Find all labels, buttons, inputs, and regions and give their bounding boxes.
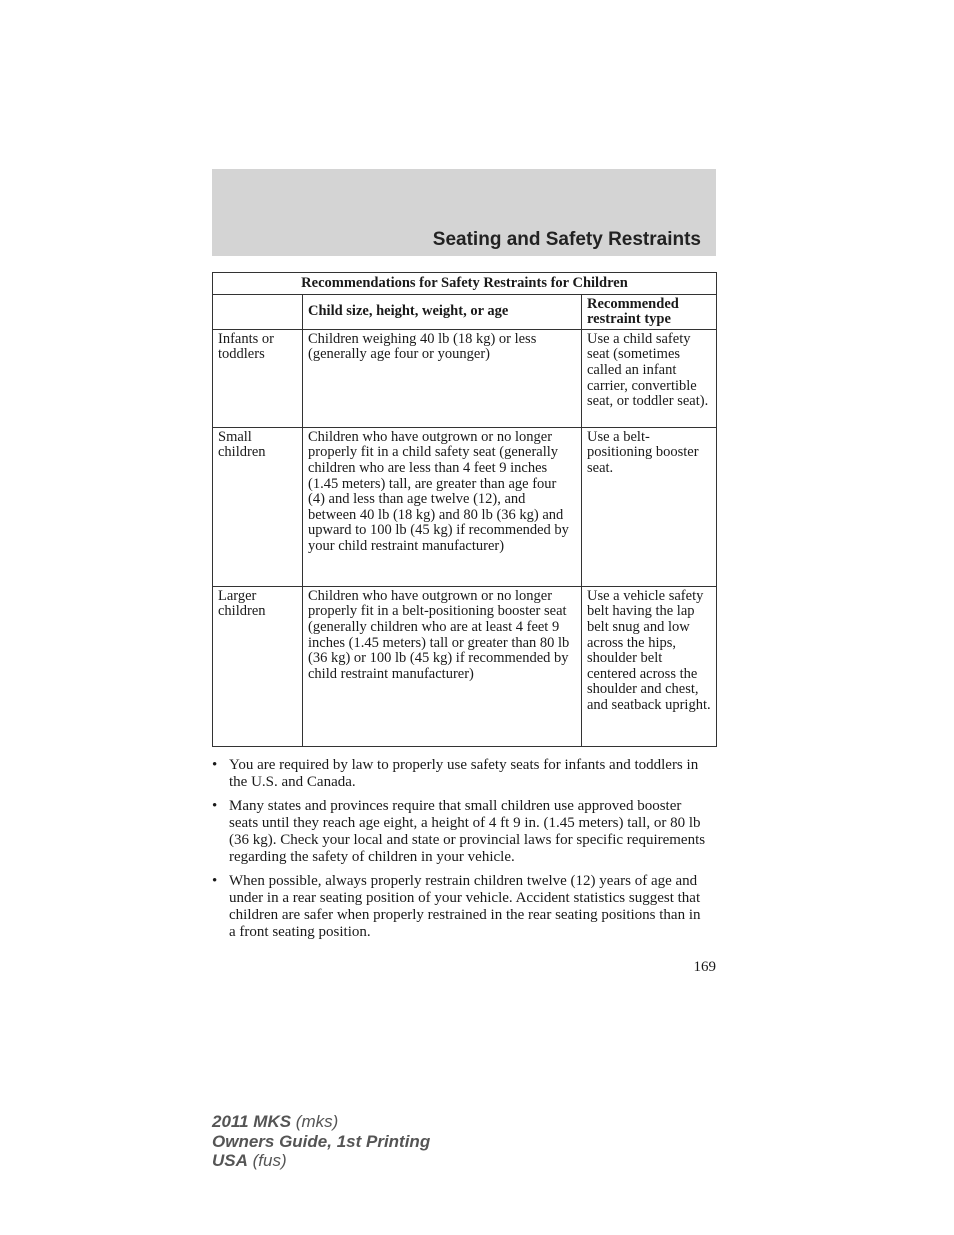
row-category: Larger children (213, 586, 303, 746)
footer-line-guide: Owners Guide, 1st Printing (212, 1131, 431, 1151)
document-footer (212, 1112, 430, 1171)
footer-line-model (212, 1112, 430, 1132)
column-header-category (213, 294, 303, 329)
row-size: Children who have outgrown or no longer properly fit in a child safety seat (generally children who are less than 4 feet 9 inches (1.45 meters) tall, are greater than age four (4) and less than age twelve (12), and between 40 lb (18 kg) and 80 lb (36 kg) and upward to 100 lb (45 kg) if recommended by your child restraint manufacturer) (303, 427, 582, 586)
table-row (213, 427, 717, 586)
row-restraint: Use a vehicle safety belt having the lap belt snug and low across the hips, shoulder belt centered across the shoulder and chest, and seatback upright. (582, 586, 717, 746)
list-item-text: When possible, always properly restrain children twelve (12) years of age and under in a rear seating position of your vehicle. Accident statistics suggest that children are safer when properly restrained in the rear seating positions than in a front seating position. (229, 873, 701, 940)
column-header-restraint: Recommended restraint type (582, 294, 717, 329)
table-header-row (213, 294, 717, 329)
column-header-size: Child size, height, weight, or age (303, 294, 582, 329)
bullet-icon: • (212, 873, 218, 889)
bullet-icon: • (212, 798, 218, 814)
row-restraint: Use a child safety seat (sometimes called an infant carrier, convertible seat, or toddler seat). (582, 329, 717, 427)
footer-line-market (212, 1151, 430, 1171)
table-caption-row (213, 273, 717, 295)
row-size: Children who have outgrown or no longer properly fit in a belt-positioning booster seat (generally children who are at least 4 feet 9 inches (1.45 meters) tall or greater than 80 lb (36 kg) or 100 lb (45 kg) if recommended by child restraint manufacturer) (303, 586, 582, 746)
bullet-icon: • (212, 757, 218, 773)
footer-model-year: 2011 MKS (212, 1112, 292, 1131)
list-item-text: You are required by law to properly use safety seats for infants and toddlers in the U.S. and Canada. (229, 757, 699, 790)
section-title: Seating and Safety Restraints (432, 229, 701, 250)
page-number: 169 (693, 959, 716, 975)
list-item (212, 798, 706, 866)
list-item (212, 757, 706, 791)
list-item (212, 873, 706, 941)
footer-market-code: (fus) (247, 1151, 287, 1170)
bullet-list (212, 757, 706, 948)
table-caption: Recommendations for Safety Restraints for Children (213, 273, 717, 295)
section-header-band (212, 169, 716, 256)
child-restraint-table (212, 272, 717, 747)
row-category: Infants or toddlers (213, 329, 303, 427)
footer-model-code: (mks) (291, 1112, 339, 1131)
row-size: Children weighing 40 lb (18 kg) or less (generally age four or younger) (303, 329, 582, 427)
row-category: Small children (213, 427, 303, 586)
row-restraint: Use a belt-positioning booster seat. (582, 427, 717, 586)
table-row (213, 329, 717, 427)
table-row (213, 586, 717, 746)
footer-market: USA (212, 1151, 248, 1170)
list-item-text: Many states and provinces require that small children use approved booster seats until they reach age eight, a height of 4 ft 9 in. (1.45 meters) tall, or 80 lb (36 kg). Check your local and state or provincial laws for specific requirements regarding the safety of children in your vehicle. (229, 798, 706, 865)
